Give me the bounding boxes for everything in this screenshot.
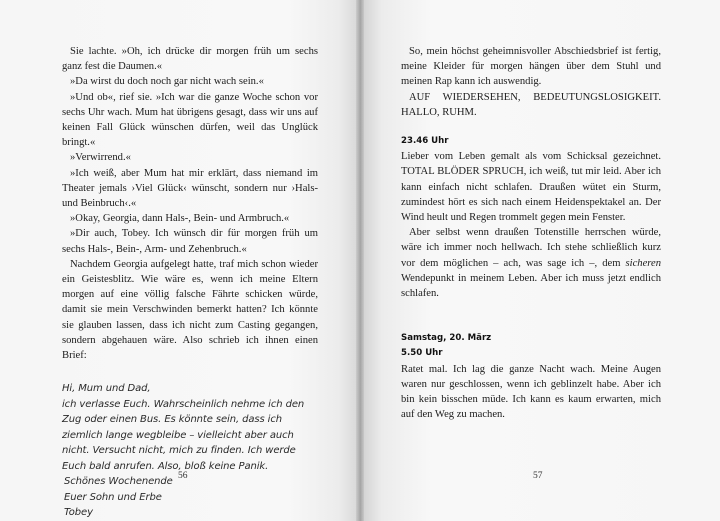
paragraph: Lieber vom Leben gemalt als vom Schicksal gezeichnet. TOTAL BLÖDER SPRUCH, ich weiß, tut mir leid. Aber ich kann einfach nicht schlafen. Draußen wütet ein Sturm, zumindest hört es sich nach einem Heidenspektakel an. Der Wind heult und Regen trommelt gegen mein Fenster. [401,151,661,224]
paragraph: »Und ob«, rief sie. »Ich war die ganze Woche schon vor sechs Uhr wach. Mum hat übrigens gesagt, dass wir uns auf keinen Fall Glück wünschen dürfen, weil das Unglück bringt.« [62,91,318,149]
paragraph: »Ich weiß, aber Mum hat mir erklärt, dass niemand im Theater jemals ›Viel Glück‹ wünscht, sondern nur ›Hals- und Beinbruch‹.« [62,167,318,210]
paragraph: »Dir auch, Tobey. Ich wünsch dir für morgen früh um sechs Hals-, Bein-, Arm- und Zehenbruch.« [62,228,318,255]
paragraph: AUF WIEDERSEHEN, BEDEUTUNGSLOSIGKEIT. HALLO, RUHM. [401,91,661,118]
date-heading: Samstag, 20. März [401,333,492,344]
page-number: 56 [178,471,188,481]
letter-closing: Schönes Wochenende [64,476,173,488]
paragraph: »Da wirst du doch noch gar nicht wach sein.« [70,76,264,88]
page-number: 57 [533,471,543,481]
paragraph: »Okay, Georgia, dann Hals-, Bein- und Armbruch.« [70,213,290,225]
paragraph: »Verwirrend.« [70,152,131,164]
letter-greeting: Hi, Mum und Dad, [62,383,151,395]
letter-closing-2: Euer Sohn und Erbe [64,491,162,503]
right-page [360,0,720,521]
paragraph: Nachdem Georgia aufgelegt hatte, traf mich schon wieder ein Geistesblitz. Wie wäre es, wenn ich meine Eltern morgen auf eine völlig falsche Fährte schicken würde, damit sie mein Verschwinden bemerkt hatten? Ich könnte sie glauben lassen, dass ich nicht zum Casting gegangen, sondern abgehauen wäre. Also schrieb ich ihnen einen Brief: [62,258,318,362]
letter-body: ich verlasse Euch. Wahrscheinlich nehme ich den Zug oder einen Bus. Es könnte sein, dass ich ziemlich lange wegbleibe – vielleicht aber auch nicht. Versucht nicht, mich zu finden. Ich werde Euch bald anrufen. Also, bloß keine Panik. [62,398,305,472]
paragraph: Ratet mal. Ich lag die ganze Nacht wach. Meine Augen waren nur geschlossen, wenn ich geblinzelt habe. Aber ich bin kein bisschen müde. Ich kann es kaum erwarten, mich auf den Weg zu machen. [401,363,661,421]
book-gutter [356,0,364,521]
right-page-text [401,44,661,422]
emphasis-text: sicheren [625,257,661,269]
handwritten-letter [62,381,318,521]
paragraph-text: Wendepunkt in meinem Leben. Aber ich muss jetzt endlich schlafen. [401,272,661,300]
paragraph: Sie lachte. »Oh, ich drücke dir morgen früh um sechs ganz fest die Daumen.« [62,46,318,73]
letter-signature: Tobey [64,507,93,519]
paragraph [401,225,661,301]
time-heading: 5.50 Uhr [401,348,443,359]
left-page-text [62,44,318,521]
paragraph-text: Aber selbst wenn draußen Totenstille herrschen würde, wäre ich immer noch hellwach. Ich stehe schließlich kurz vor dem möglichen – ach, was sage ich –, dem [401,227,661,269]
paragraph: So, mein höchst geheimnisvoller Abschiedsbrief ist fertig, meine Kleider für morgen hängen über dem Stuhl und meinen Rap kann ich auswendig. [401,46,661,88]
time-heading: 23.46 Uhr [401,136,449,147]
